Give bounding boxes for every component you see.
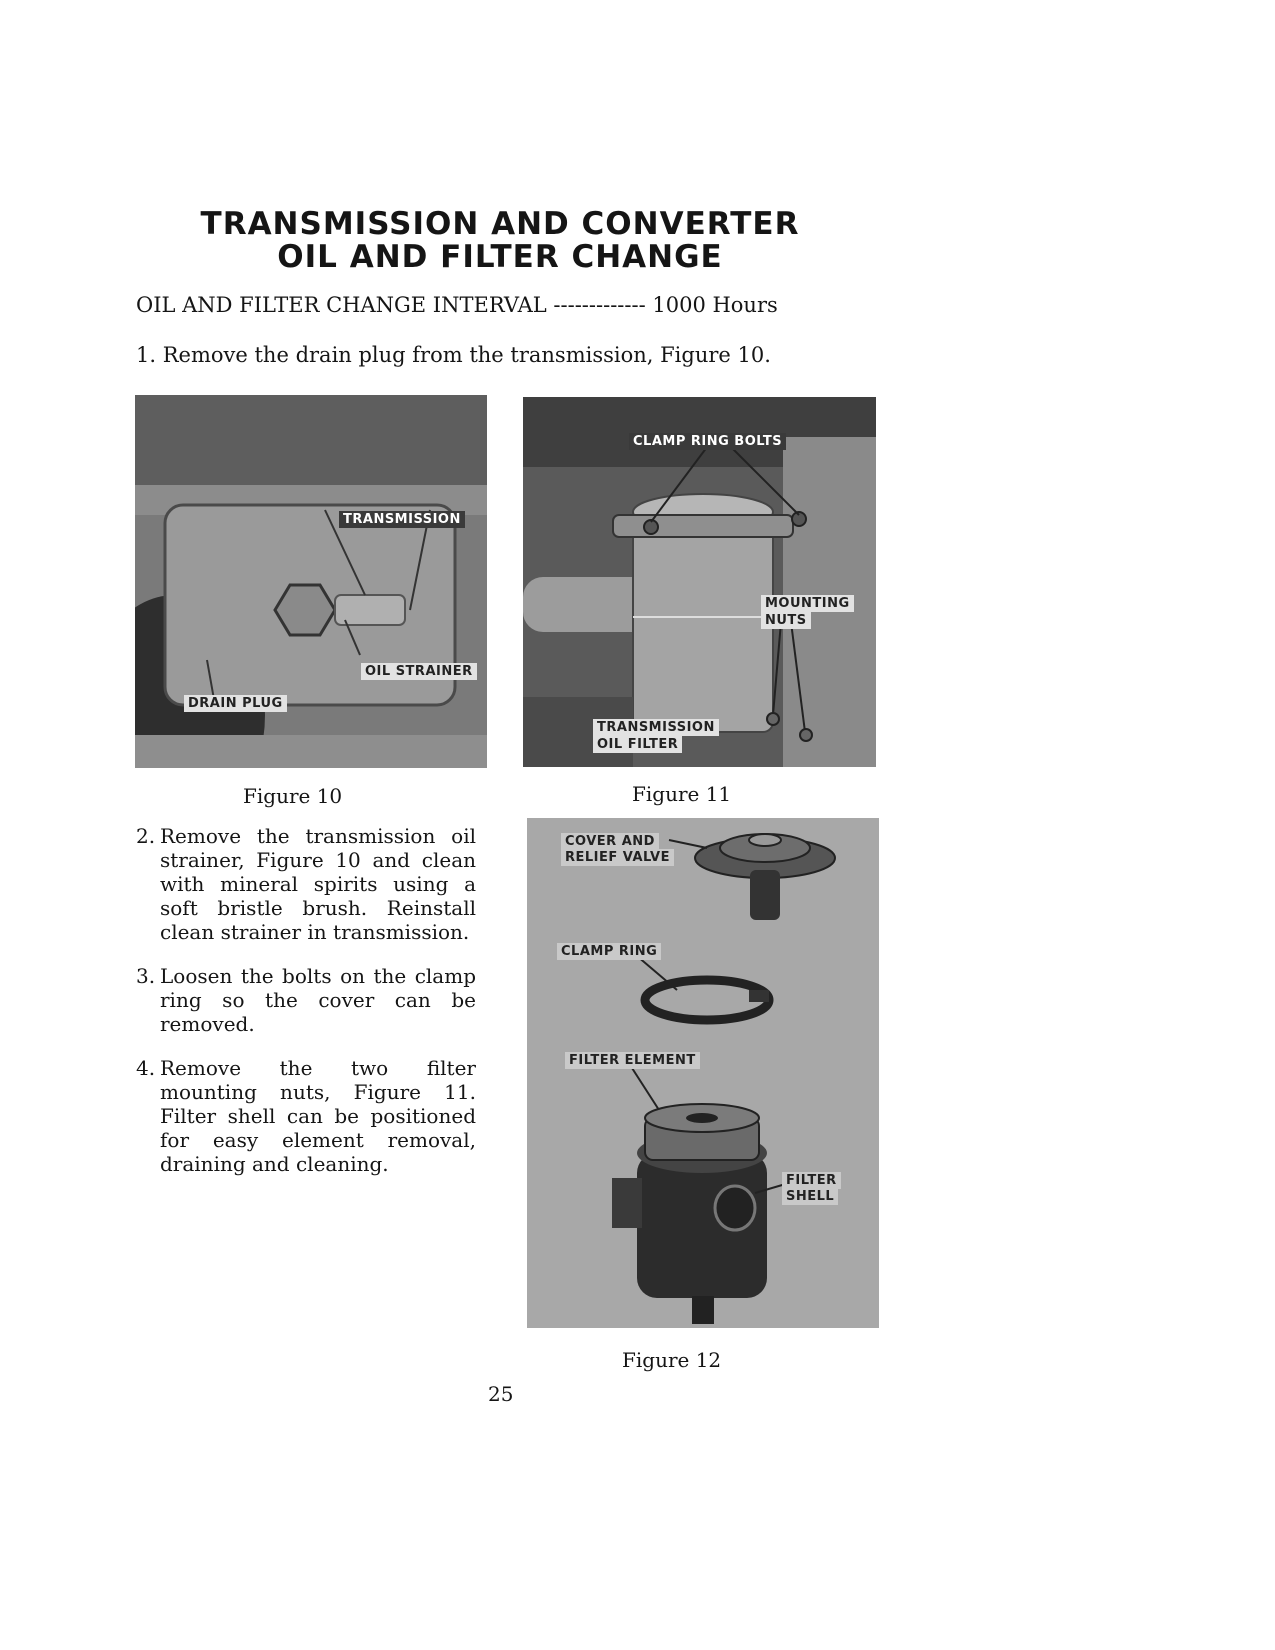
- oil-filter-photo-illustration: [523, 397, 876, 767]
- figure-10-photo: [135, 395, 487, 768]
- callout-shell-line-1: FILTER: [782, 1172, 841, 1189]
- callout-drain-plug: DRAIN PLUG: [184, 695, 287, 712]
- step-1-number: 1.: [136, 343, 157, 367]
- figure-11-caption: Figure 11: [632, 782, 732, 806]
- callout-cover-line-2: RELIEF VALVE: [561, 849, 674, 866]
- step-1: [136, 343, 886, 367]
- step-3-text: Loosen the bolts on the clamp ring so the cover can be removed.: [160, 964, 476, 1036]
- callout-clamp-ring: CLAMP RING: [557, 943, 661, 960]
- callout-mounting-line-1: MOUNTING: [761, 595, 854, 612]
- transmission-photo-illustration: [135, 395, 487, 768]
- steps-list: [136, 824, 476, 1196]
- interval-label: OIL AND FILTER CHANGE INTERVAL: [136, 293, 547, 317]
- title-line-1: TRANSMISSION AND CONVERTER: [200, 206, 800, 242]
- step-3: [136, 964, 476, 1036]
- callout-filter-element: FILTER ELEMENT: [565, 1052, 700, 1069]
- figure-12-caption: Figure 12: [622, 1348, 722, 1372]
- callout-clamp-ring-bolts: CLAMP RING BOLTS: [629, 433, 786, 450]
- callout-shell-line-2: SHELL: [782, 1188, 838, 1205]
- callout-mounting-line-2: NUTS: [761, 612, 811, 629]
- figure-12-photo: [527, 818, 879, 1328]
- filter-parts-illustration: [527, 818, 879, 1328]
- step-1-text: Remove the drain plug from the transmission, Figure 10.: [162, 343, 771, 367]
- callout-filter-line-1: TRANSMISSION: [593, 719, 719, 736]
- interval-leader: -------------: [553, 293, 646, 317]
- callout-cover-line-1: COVER AND: [561, 833, 659, 850]
- step-2-text: Remove the transmission oil strainer, Figure 10 and clean with mineral spirits using a soft bristle brush. Reinstall clean strainer in transmission.: [160, 824, 476, 944]
- change-interval: [136, 293, 886, 317]
- step-4: [136, 1056, 476, 1176]
- page-number: 25: [488, 1382, 514, 1406]
- figure-10-caption: Figure 10: [243, 784, 343, 808]
- interval-value: 1000 Hours: [652, 293, 778, 317]
- page-title: [135, 208, 865, 274]
- title-line-2: OIL AND FILTER CHANGE: [277, 239, 723, 275]
- figure-11-photo: [523, 397, 876, 767]
- callout-oil-strainer: OIL STRAINER: [361, 663, 477, 680]
- callout-transmission: TRANSMISSION: [339, 511, 465, 528]
- step-2-number: 2.: [136, 824, 156, 848]
- callout-filter-line-2: OIL FILTER: [593, 736, 682, 753]
- step-4-number: 4.: [136, 1056, 156, 1080]
- step-4-text: Remove the two filter mounting nuts, Figure 11. Filter shell can be positioned for easy element removal, draining and cleaning.: [160, 1056, 476, 1176]
- step-3-number: 3.: [136, 964, 156, 988]
- step-2: [136, 824, 476, 944]
